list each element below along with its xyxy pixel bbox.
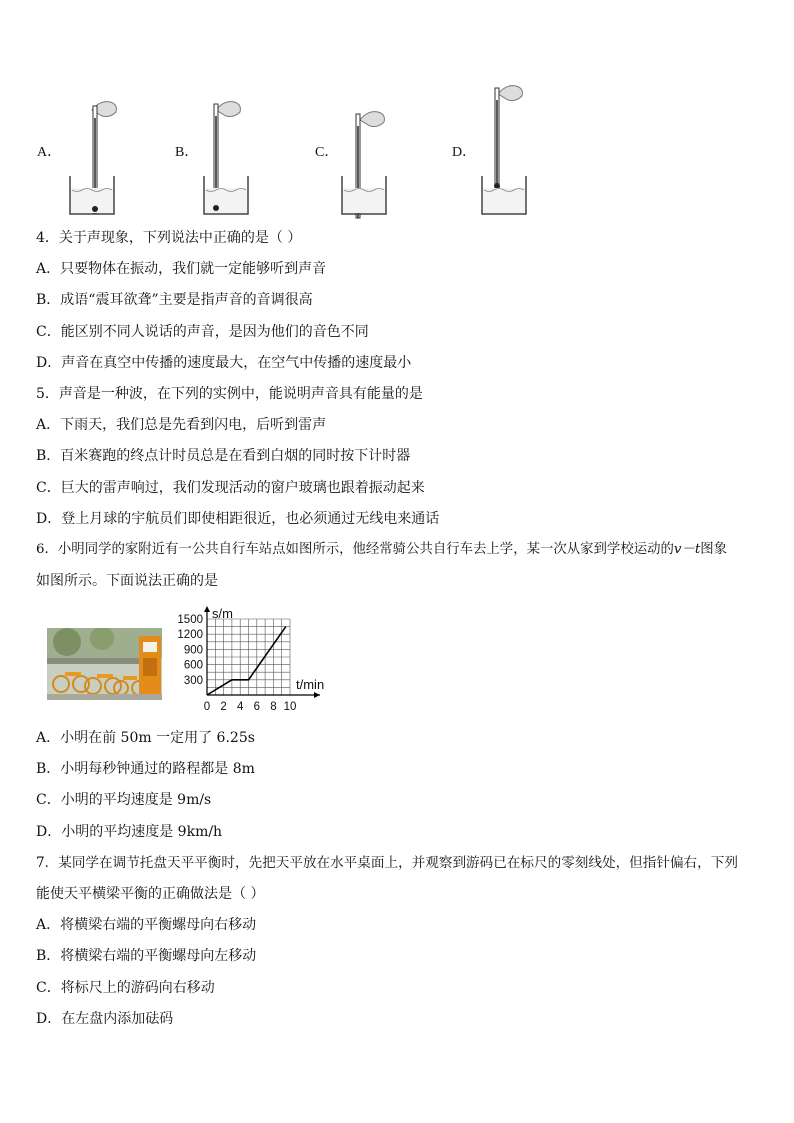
q4-option-c: C．能区别不同人说话的声音，是因为他们的音色不同 — [36, 324, 369, 340]
x-tick-label: 6 — [253, 701, 261, 713]
x-tick-label: 10 — [283, 701, 297, 713]
hand-icon — [498, 86, 522, 101]
q4-option-b: B．成语“震耳欲聋”主要是指声音的音调很高 — [36, 292, 313, 308]
q7-option-d: D．在左盘内添加砝码 — [36, 1011, 174, 1027]
q5-option-a: A．下雨天，我们总是先看到闪电，后听到雷声 — [36, 417, 327, 433]
q6-stem-line2: 如图所示。下面说法正确的是 — [36, 573, 218, 589]
q3-option-c-label: C． — [315, 145, 339, 160]
q7-option-a: A．将横梁右端的平衡螺母向右移动 — [36, 917, 257, 933]
q3-figure-b — [198, 98, 268, 220]
q5-option-c: C．巨大的雷声响过，我们发现活动的窗户玻璃也跟着振动起来 — [36, 480, 425, 496]
q5-option-b: B．百米赛跑的终点计时员总是在看到白烟的同时按下计时器 — [36, 448, 411, 464]
y-axis-arrow-icon — [204, 606, 210, 612]
q3-figure-c — [338, 98, 408, 220]
q7-stem-line1: 7．某同学在调节托盘天平平衡时，先把天平放在水平桌面上，并观察到游码已在标尺的零刻线处，但指针偏右，下列 — [36, 855, 738, 871]
q3-figure-d — [478, 82, 548, 220]
x-tick-label: 2 — [220, 701, 227, 713]
y-tick-label: 300 — [183, 674, 203, 687]
x-axis-label: t/min — [296, 677, 325, 692]
x-axis-arrow-icon — [314, 692, 320, 698]
q7-stem-line2: 能使天平横梁平衡的正确做法是（ ） — [36, 886, 265, 902]
y-tick-label: 1200 — [177, 629, 203, 642]
bicycle-station-photo — [47, 628, 162, 700]
q7-option-c: C．将标尺上的游码向右移动 — [36, 980, 215, 996]
q4-option-d: D．声音在真空中传播的速度最大，在空气中传播的速度最小 — [36, 355, 412, 371]
y-tick-label: 600 — [183, 659, 203, 672]
x-tick-label: 0 — [203, 701, 211, 713]
q7-option-b: B．将横梁右端的平衡螺母向左移动 — [36, 948, 257, 964]
q4-stem: 4．关于声现象，下列说法中正确的是（ ） — [36, 230, 302, 246]
q6-option-d: D．小明的平均速度是 9km/h — [36, 824, 223, 840]
q5-option-d: D．登上月球的宇航员们即使相距很近，也必须通过无线电来通话 — [36, 511, 440, 527]
s-t-graph — [170, 604, 340, 716]
y-tick-label: 1500 — [177, 614, 203, 626]
x-tick-label: 4 — [236, 701, 244, 713]
q3-option-d-label: D． — [452, 145, 477, 160]
q3-option-a-label: A． — [37, 145, 62, 160]
q6-option-c: C．小明的平均速度是 9m/s — [36, 792, 212, 808]
q4-option-a: A．只要物体在振动，我们就一定能够听到声音 — [36, 261, 327, 277]
series-line — [207, 627, 286, 695]
q6-stem-line1: 6．小明同学的家附近有一公共自行车站点如图所示，他经常骑公共自行车去上学，某一次从家到学校运动的v－t图象 — [36, 542, 728, 557]
y-tick-label: 900 — [183, 644, 203, 657]
q5-stem: 5．声音是一种波，在下列的实例中，能说明声音具有能量的是 — [36, 386, 423, 402]
vt-symbol: v－t — [673, 542, 701, 557]
q6-option-b: B．小明每秒钟通过的路程都是 8m — [36, 761, 255, 777]
q3-figure-a — [60, 98, 130, 220]
q6-option-a: A．小明在前 50m 一定用了 6.25s — [36, 730, 255, 746]
hand-icon — [216, 102, 240, 117]
x-tick-label: 8 — [270, 701, 277, 713]
q3-option-b-label: B． — [175, 145, 199, 160]
y-axis-label: s/m — [212, 606, 233, 621]
hand-icon — [360, 112, 384, 127]
